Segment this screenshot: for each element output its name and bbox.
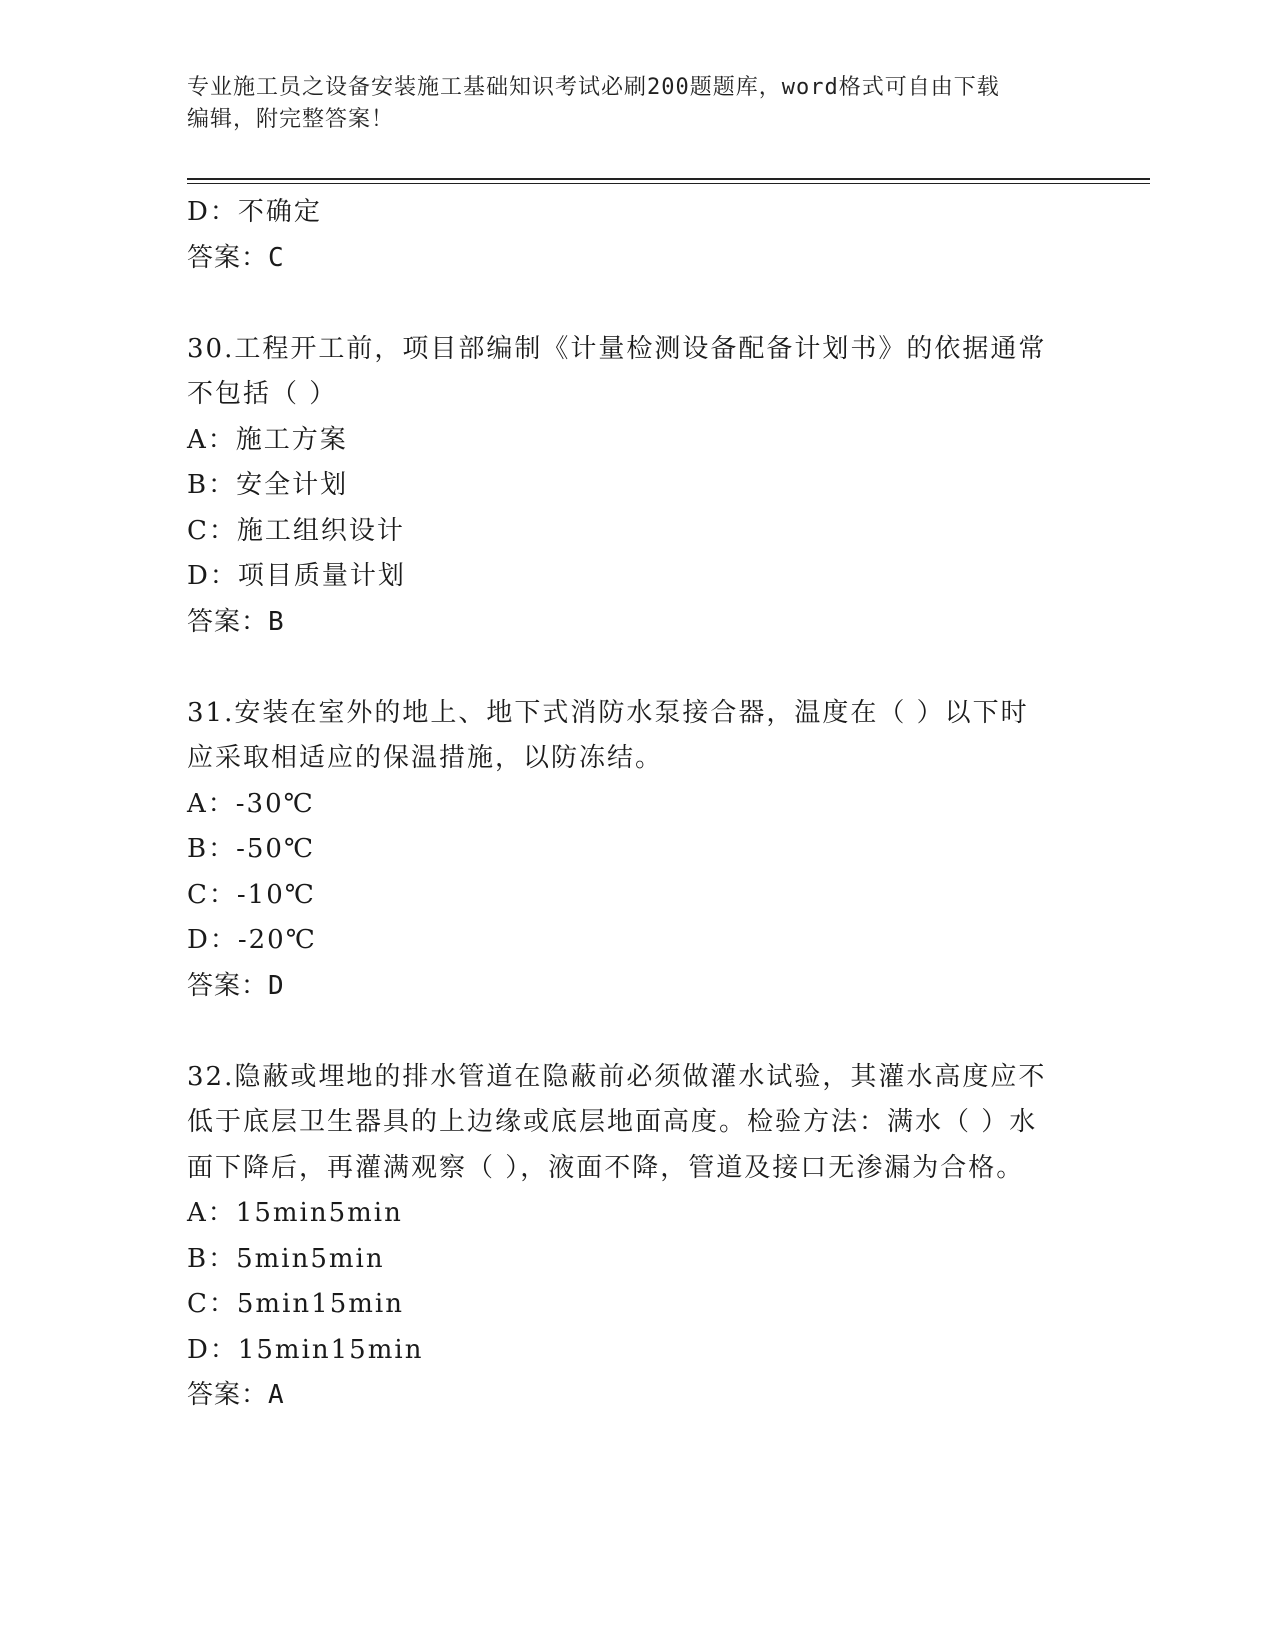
- question-31: [187, 691, 1087, 1010]
- option-c: C：施工组织设计: [187, 515, 405, 546]
- question-stem: 不包括（ ）: [187, 379, 338, 409]
- question-stem: 面下降后，再灌满观察（ ），液面不降，管道及接口无渗漏为合格。: [187, 1152, 1025, 1183]
- option-b: B：-50℃: [187, 834, 316, 864]
- option-c: C：5min15min: [187, 1289, 404, 1319]
- spacer: [187, 281, 1087, 327]
- header-title-line-1: 专业施工员之设备安装施工基础知识考试必刷200题题库，word格式可自由下载: [187, 75, 1000, 100]
- prev-option-d: D：不确定: [187, 197, 322, 227]
- prev-answer: 答案：C: [187, 242, 285, 273]
- header-divider-thin: [187, 183, 1150, 184]
- answer: 答案：B: [187, 606, 285, 637]
- option-a: A：15min5min: [187, 1198, 403, 1228]
- answer: 答案：A: [187, 1380, 285, 1410]
- spacer: [187, 1009, 1087, 1055]
- answer: 答案：D: [187, 970, 285, 1001]
- document-header: [187, 72, 1087, 136]
- option-b: B：安全计划: [187, 470, 349, 500]
- header-title-line-2: 编辑，附完整答案！: [187, 107, 395, 132]
- option-a: A：-30℃: [187, 788, 315, 819]
- question-stem: 应采取相适应的保温措施，以防冻结。: [187, 743, 664, 773]
- option-a: A：施工方案: [187, 424, 348, 455]
- question-stem: 32.隐蔽或埋地的排水管道在隐蔽前必须做灌水试验，其灌水高度应不: [187, 1061, 1047, 1092]
- option-c: C：-10℃: [187, 879, 316, 910]
- question-stem: 30.工程开工前，项目部编制《计量检测设备配备计划书》的依据通常: [187, 333, 1047, 364]
- option-d: D：项目质量计划: [187, 561, 406, 591]
- question-stem: 低于底层卫生器具的上边缘或底层地面高度。检验方法：满水（ ）水: [187, 1107, 1038, 1137]
- question-30: [187, 327, 1087, 646]
- option-b: B：5min5min: [187, 1243, 385, 1274]
- question-32: [187, 1055, 1087, 1419]
- option-d: D：-20℃: [187, 925, 317, 955]
- header-divider-thick: [187, 178, 1150, 180]
- spacer: [187, 645, 1087, 691]
- question-stem: 31.安装在室外的地上、地下式消防水泵接合器，温度在（ ）以下时: [187, 697, 1029, 728]
- question-content: [187, 190, 1087, 1419]
- option-d: D：15min15min: [187, 1334, 424, 1365]
